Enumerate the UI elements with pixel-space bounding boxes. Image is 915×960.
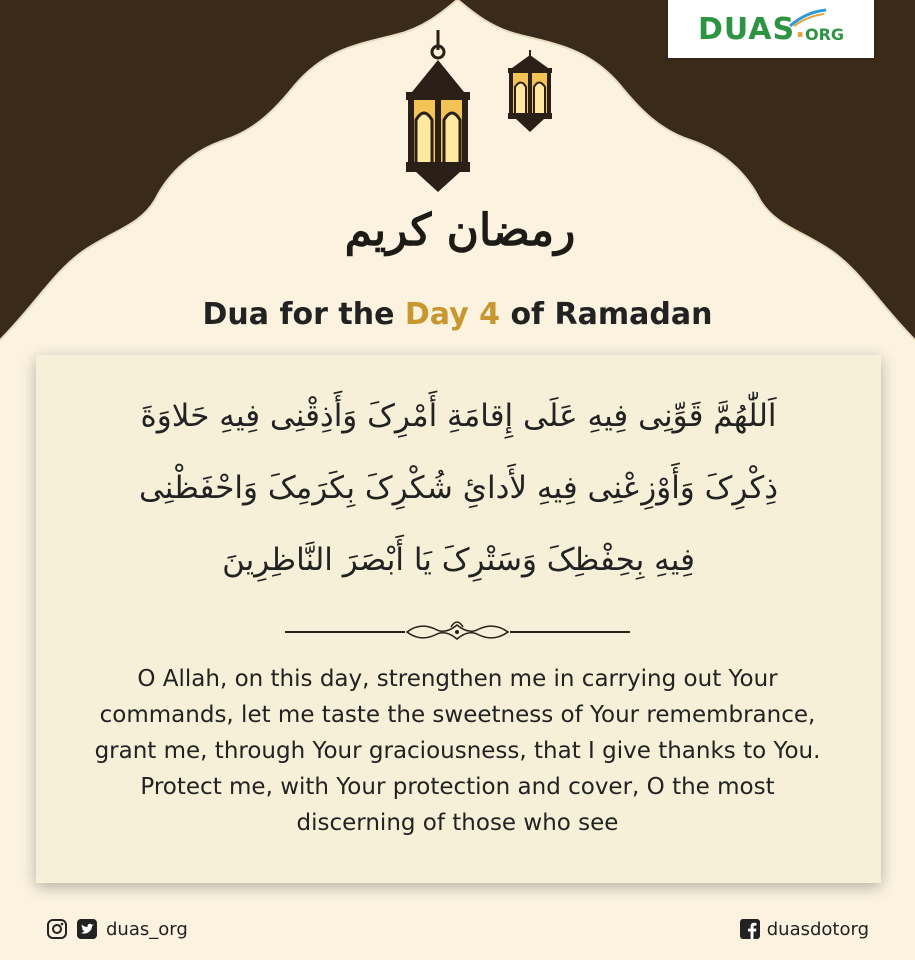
translation-line: Protect me, with Your protection and cover, O the most (140, 774, 775, 800)
logo-dot: . (795, 14, 805, 44)
page-title (0, 297, 915, 332)
lantern-large (398, 30, 478, 195)
translation-line: O Allah, on this day, strengthen me in carrying out Your (137, 666, 778, 692)
arabic-line: ذِکْرِکَ وَأَوْزِعْنِی فِیهِ لأَدائِ شُکْرِکَ بِکَرَمِکَ وَاحْفَظْنِی (138, 470, 779, 506)
lantern-small (502, 50, 558, 135)
logo-swoosh-icon (788, 8, 828, 28)
title-suffix: of Ramadan (510, 297, 713, 332)
arabic-dua (36, 380, 881, 596)
footer-social-right (739, 918, 869, 940)
logo-tld-text: ORG (805, 24, 845, 44)
arabic-line: اَللّٰهُمَّ قَوِّنِی فِیهِ عَلَی إِقامَةِ أَمْرِکَ وَأَذِقْنِی فِیهِ حَلاوَةَ (140, 398, 777, 434)
footer-social-left (46, 918, 188, 940)
logo-main-text: DUAS (697, 11, 796, 47)
ramadan-kareem-calligraphy: رمضان كريم (344, 205, 576, 256)
footer-left-handle[interactable]: duas_org (106, 918, 188, 940)
translation-line: commands, let me taste the sweetness of Your remembrance, (99, 702, 816, 728)
title-accent: Day 4 (404, 297, 500, 332)
twitter-icon[interactable] (76, 918, 98, 940)
facebook-icon[interactable] (739, 918, 761, 940)
english-translation (60, 661, 855, 841)
instagram-icon[interactable] (46, 918, 68, 940)
footer-right-handle[interactable]: duasdotorg (766, 918, 869, 940)
ornament-divider (285, 617, 630, 645)
translation-line: grant me, through Your graciousness, that I give thanks to You. (94, 738, 821, 764)
title-prefix: Dua for the (202, 297, 395, 332)
translation-line: discerning of those who see (296, 810, 619, 836)
arabic-line: فِیهِ بِحِفْظِکَ وَسَتْرِکَ یَا أَبْصَرَ النَّاظِرِینَ (222, 542, 695, 578)
duas-org-logo[interactable] (668, 0, 874, 58)
